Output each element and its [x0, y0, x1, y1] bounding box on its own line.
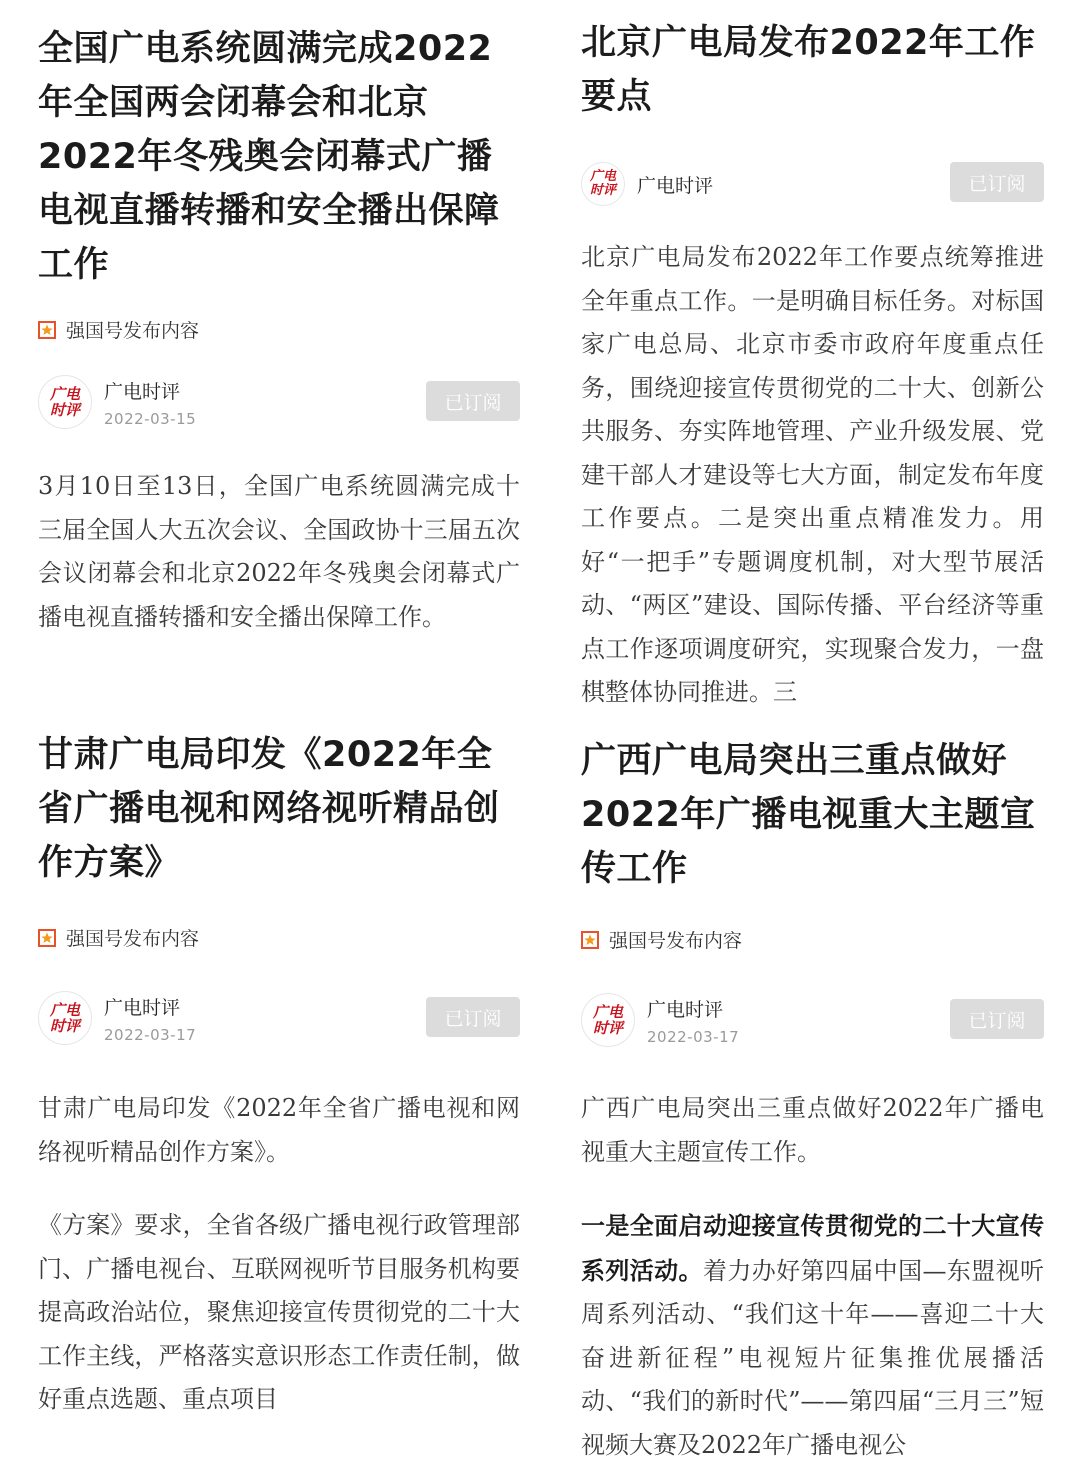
paragraph-rest: 着力办好第四届中国—东盟视听周系列活动、“我们这十年——喜迎二十大奋进新征程”电视短片征集推优展播活动、“我们的新时代”——第四届“三月三”短视频大赛及2022年广播电视公: [581, 1256, 1045, 1459]
publish-date: 2022-03-15: [104, 409, 197, 428]
author-row: [38, 375, 520, 429]
author-row: [581, 993, 1044, 1047]
author-avatar[interactable]: [581, 993, 635, 1047]
origin-badge: [581, 926, 1044, 953]
origin-badge: [38, 316, 520, 343]
bold-lead: 一是全面启动迎接宣传贯彻党的二十大宣传系列活动。: [581, 1211, 1044, 1285]
avatar-text-bottom: 时评: [592, 1019, 623, 1037]
avatar-text-bottom: 时评: [49, 1017, 80, 1035]
author-name[interactable]: 广电时评: [104, 380, 181, 403]
star-badge-icon: [38, 929, 56, 947]
avatar-text-bottom: 时评: [589, 183, 616, 198]
paragraph: 3月10日至13日，全国广电系统圆满完成十三届全国人大五次会议、全国政协十三届五次会议闭幕会和北京2022年冬残奥会闭幕式广播电视直播转播和安全播出保障工作。: [38, 472, 520, 631]
article-card-2[interactable]: [557, 14, 1072, 714]
publish-date: 2022-03-17: [104, 1025, 197, 1044]
author-name[interactable]: 广电时评: [104, 996, 181, 1019]
avatar-text-top: 广电: [49, 1001, 80, 1019]
author-avatar[interactable]: [38, 375, 92, 429]
article-card-3[interactable]: [12, 718, 542, 1439]
article-card-4[interactable]: [557, 726, 1072, 1459]
star-badge-icon: [581, 931, 599, 949]
paragraph: 北京广电局发布2022年工作要点统筹推进全年重点工作。一是明确目标任务。对标国家广电总局、北京市委市政府年度重点任务，围绕迎接宣传贯彻党的二十大、创新公共服务、夯实阵地管理、产业升级发展、党建干部人才建设等七大方面，制定发布年度工作要点。二是突出重点精准发力。用好“一把手”专题调度机制，对大型节展活动、“两区”建设、国际传播、平台经济等重点工作逐项调度研究，实现聚合发力，一盘棋整体协同推进。三: [581, 243, 1044, 706]
paragraph: [581, 1204, 1044, 1467]
author-row: [38, 991, 520, 1045]
article-body: [38, 465, 520, 639]
origin-label: 强国号发布内容: [66, 928, 200, 950]
origin-label: 强国号发布内容: [66, 320, 200, 342]
article-body: [581, 1087, 1044, 1467]
article-body: [581, 236, 1044, 715]
star-badge-icon: [38, 321, 56, 339]
subscribed-button[interactable]: 已订阅: [426, 997, 520, 1037]
publish-date: 2022-03-17: [647, 1027, 740, 1046]
author-name[interactable]: 广电时评: [647, 998, 724, 1021]
author-row: [581, 162, 1044, 206]
article-card-1[interactable]: [12, 14, 542, 714]
paragraph: 甘肃广电局印发《2022年全省广播电视和网络视听精品创作方案》。: [38, 1094, 520, 1166]
author-avatar[interactable]: [38, 991, 92, 1045]
avatar-text-top: 广电: [592, 1003, 623, 1021]
origin-badge: [38, 924, 520, 951]
article-body: [38, 1087, 520, 1422]
avatar-text-top: 广电: [49, 385, 80, 403]
article-title[interactable]: 广西广电局突出三重点做好2022年广播电视重大主题宣传工作: [581, 741, 1036, 889]
avatar-text-top: 广电: [589, 169, 616, 184]
article-title[interactable]: 北京广电局发布2022年工作要点: [581, 23, 1036, 117]
subscribed-button[interactable]: 已订阅: [426, 381, 520, 421]
article-title[interactable]: 全国广电系统圆满完成2022年全国两会闭幕会和北京2022年冬残奥会闭幕式广播电视直播转播和安全播出保障工作: [38, 29, 500, 285]
subscribed-button[interactable]: 已订阅: [950, 162, 1044, 202]
article-title[interactable]: 甘肃广电局印发《2022年全省广播电视和网络视听精品创作方案》: [38, 735, 500, 883]
author-avatar[interactable]: [581, 162, 625, 206]
paragraph: 《方案》要求，全省各级广播电视行政管理部门、广播电视台、互联网视听节目服务机构要提高政治站位，聚焦迎接宣传贯彻党的二十大工作主线，严格落实意识形态工作责任制，做好重点选题、重点项目: [38, 1211, 520, 1413]
author-name[interactable]: 广电时评: [637, 174, 714, 197]
subscribed-button[interactable]: 已订阅: [950, 999, 1044, 1039]
paragraph: 广西广电局突出三重点做好2022年广播电视重大主题宣传工作。: [581, 1094, 1044, 1166]
avatar-text-bottom: 时评: [49, 401, 80, 419]
origin-label: 强国号发布内容: [609, 930, 743, 952]
